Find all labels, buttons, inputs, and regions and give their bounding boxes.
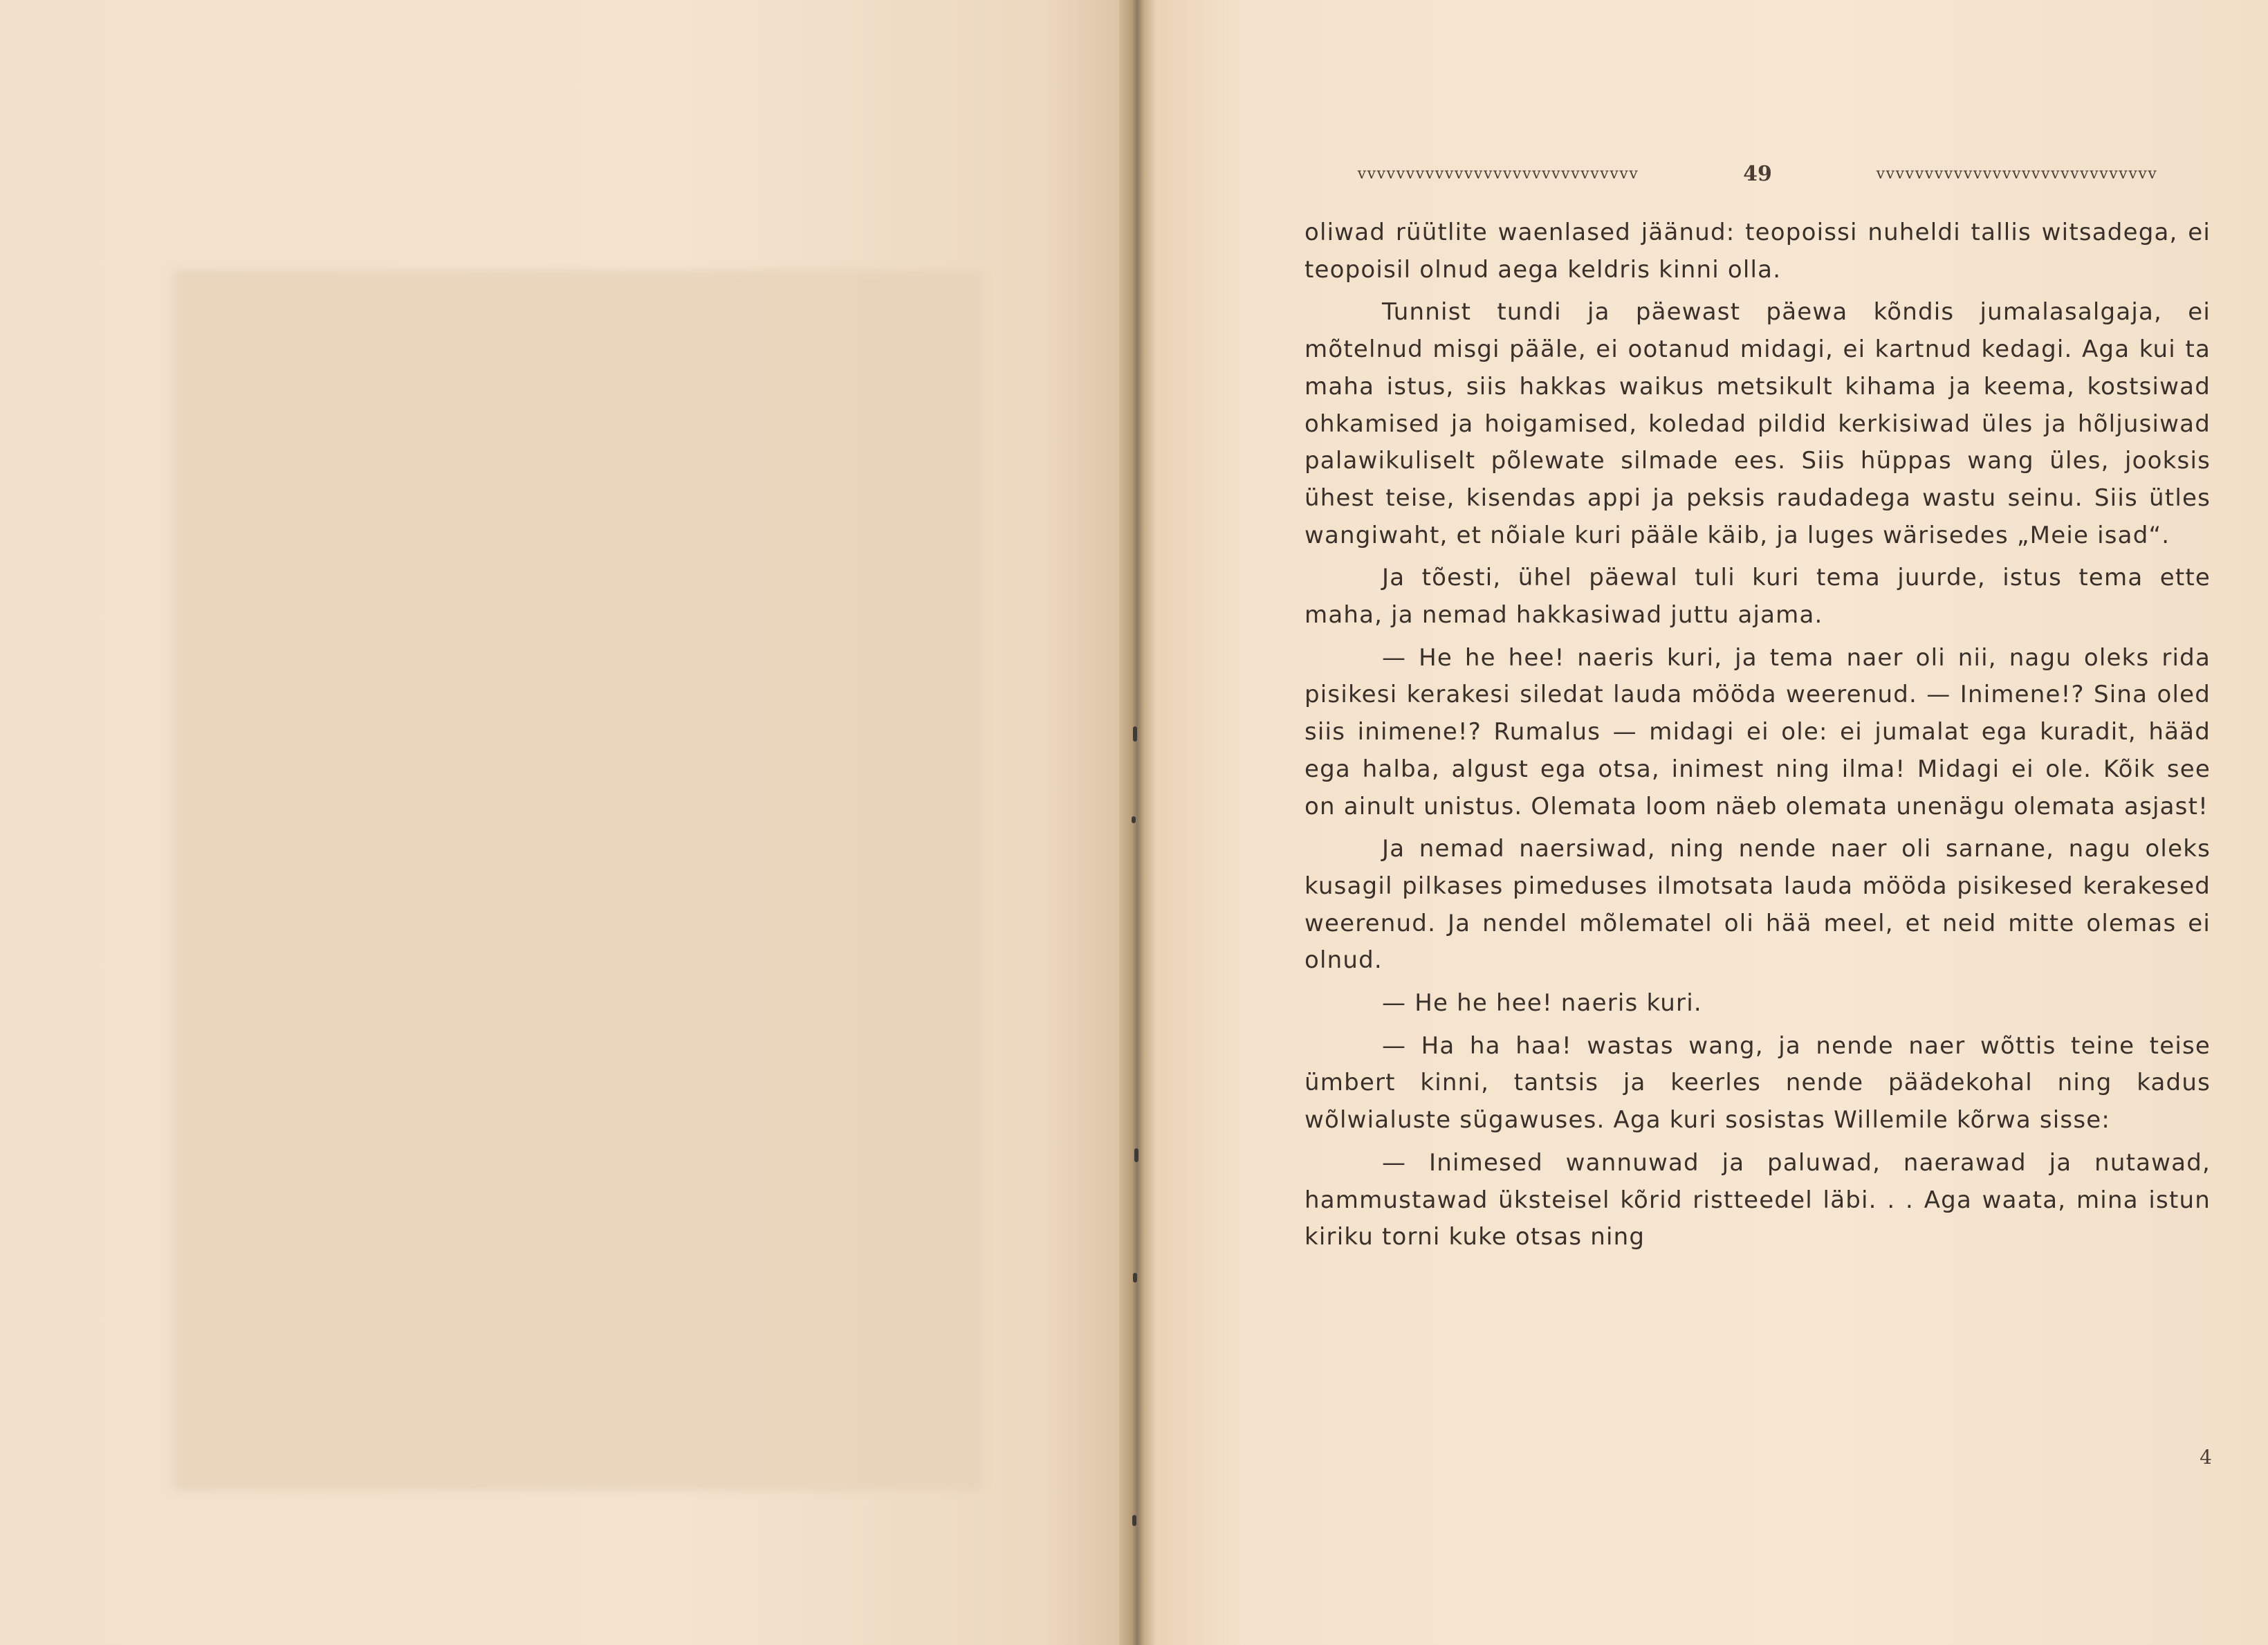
binding-stitch — [1132, 1515, 1136, 1526]
paragraph: — Inimesed wannuwad ja paluwad, naerawad ja nutawad, hammustawad üksteisel kõrid ristteedel läbi. . . Aga waata, mina istun kiriku torni kuke otsas ning — [1304, 1148, 2211, 1251]
paragraph: Ja nemad naersiwad, ning nende naer oli sarnane, nagu oleks kusagil pilkases pimeduses ilmotsata lauda mööda pisikesed kerakesed weerenud. Ja nendel mõlematel oli hää meel, et neid mitte olemas ei olnud. — [1304, 835, 2211, 975]
right-text-page — [1155, 0, 2268, 1645]
paragraph: — He he hee! naeris kuri. — [1382, 989, 1702, 1018]
header-ornament-left: vvvvvvvvvvvvvvvvvvvvvvvvvvvvv — [1357, 165, 1639, 183]
paragraph: — Ha ha haa! wastas wang, ja nende naer wõttis teine teise ümbert kinni, tantsis ja keerles nende päädekohal ning kadus wõlwialuste sügawuses. Aga kuri sosistas Willemile kõrwa sisse: — [1304, 1031, 2211, 1134]
paragraph: oliwad rüütlite waenlased jäänud: teopoissi nuheldi tallis witsadega, ei teopoisil olnud aega keldris kinni olla. — [1304, 219, 2211, 284]
binding-stitch — [1133, 726, 1137, 742]
paragraph: Tunnist tundi ja päewast päewa kõndis jumalasalgaja, ei mõtelnud misgi pääle, ei ootanud midagi, ei kartnud kedagi. Aga kui ta maha istus, siis hakkas waikus metsikult kihama ja keema, kostsiwad ohkamised ja hoigamised, koledad pildid kerkisiwad üles ja hõljusiwad palawikuliselt põlewate silmade ees. Siis hüppas wang üles, jooksis ühest teise, kisendas appi ja peksis raudadega wastu seinu. Siis ütles wangiwaht, et nõiale kuri pääle käib, ja luges wärisedes „Meie isad“. — [1304, 298, 2211, 549]
page-number: 49 — [1743, 161, 1772, 186]
binding-stitch — [1133, 1273, 1137, 1283]
illustration-show-through — [173, 270, 982, 1491]
running-header — [1304, 156, 2211, 191]
book-gutter — [1119, 0, 1155, 1645]
header-ornament-right: vvvvvvvvvvvvvvvvvvvvvvvvvvvvv — [1876, 165, 2158, 183]
binding-stitch — [1134, 1148, 1138, 1162]
paragraph: — He he hee! naeris kuri, ja tema naer oli nii, nagu oleks rida pisikesi kerakesi siledat lauda mööda weerenud. — Inimene!? Sina oled siis inimene!? Rumalus — midagi ei ole: ei jumalat ega kuradit, hääd ega halba, algust ega otsa, inimest ning ilma! Midagi ei ole. Kõik see on ainult unistus. Olemata loom näeb olemata unenägu olemata asjast! — [1304, 643, 2211, 820]
signature-mark: 4 — [2200, 1446, 2212, 1469]
binding-stitch — [1132, 816, 1136, 823]
body-text — [1304, 214, 2211, 1262]
paragraph: Ja tõesti, ühel päewal tuli kuri tema juurde, istus tema ette maha, ja nemad hakkasiwad juttu ajama. — [1304, 564, 2211, 629]
